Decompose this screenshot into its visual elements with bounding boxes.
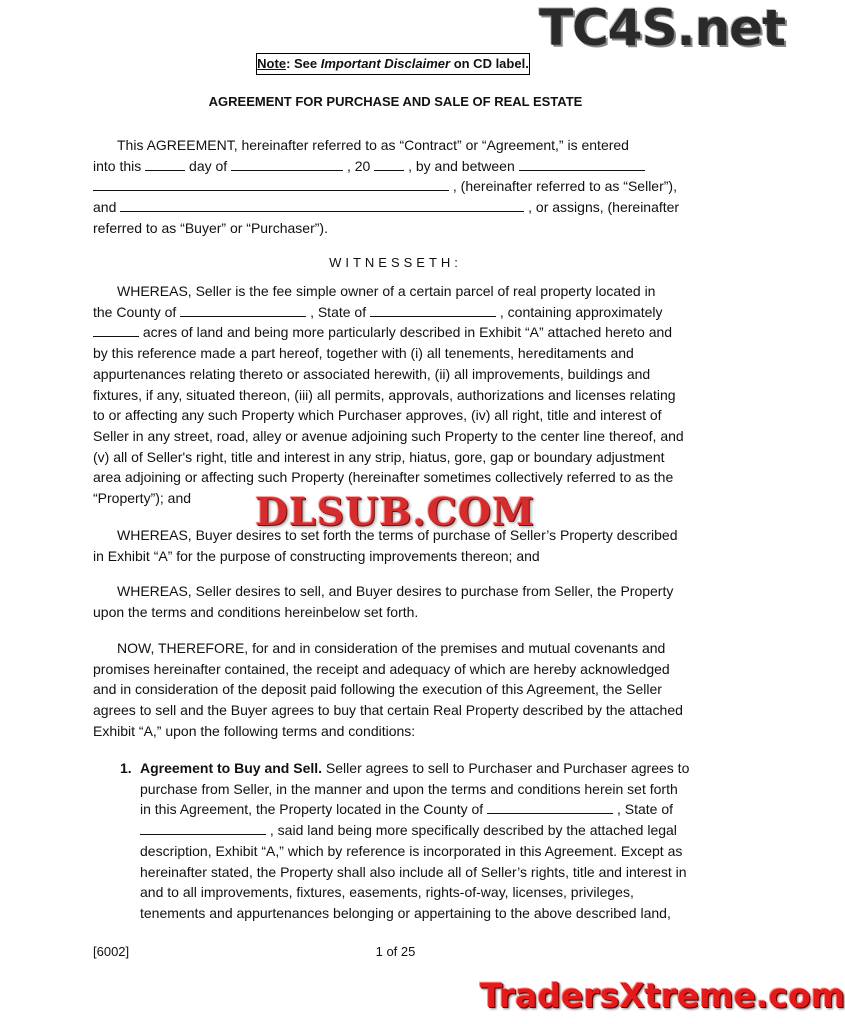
section1-line-7: and to all improvements, fixtures, easements, rights-of-way, licenses, privileges, — [140, 884, 634, 901]
witnesseth-heading: WITNESSETH: — [329, 255, 462, 270]
whereas-paragraph-1 — [93, 281, 705, 509]
section1-line-2: purchase from Seller, in the manner and upon the terms and conditions herein set forth — [140, 780, 678, 797]
whereas2-line-1: WHEREAS, Buyer desires to set forth the terms of purchase of Seller’s Property described — [117, 527, 678, 543]
now-line-5: Exhibit “A,” upon the following terms and conditions: — [93, 722, 416, 739]
page-number: 1 of 25 — [375, 944, 416, 959]
month-blank — [231, 156, 343, 171]
state-blank — [370, 302, 496, 317]
document-title: AGREEMENT FOR PURCHASE AND SALE OF REAL ESTATE — [208, 94, 583, 109]
note-text-2: on CD label. — [450, 56, 529, 71]
section1-line-4: , said land being more specifically described by the attached legal — [140, 820, 689, 841]
intro-line-2: into this day of , 20 , by and between — [93, 156, 705, 177]
whereas3-line-2: upon the terms and conditions hereinbelow set forth. — [93, 603, 419, 620]
acres-blank — [93, 322, 139, 337]
section1-line-3: in this Agreement, the Property located in the County of , State of — [140, 801, 674, 818]
whereas1-line-1: WHEREAS, Seller is the fee simple owner of a certain parcel of real property located in — [117, 283, 656, 299]
now-line-3: and in consideration of the deposit paid following the execution of this Agreement, the Seller — [93, 681, 662, 698]
buyer-blank — [120, 197, 524, 212]
party-blank-1 — [519, 156, 645, 171]
whereas1-line-5: appurtenances relating thereto or associated herewith, (ii) all improvements, buildings and — [93, 365, 651, 382]
intro-line-3: , (hereinafter referred to as “Seller”), — [93, 176, 705, 197]
now-line-2: promises hereinafter contained, the receipt and adequacy of which are hereby acknowledged — [93, 660, 670, 677]
note-text-1: : See — [286, 56, 321, 71]
section1-line-5: description, Exhibit “A,” which by reference is incorporated in this Agreement. Except as — [140, 842, 683, 859]
whereas-paragraph-3 — [93, 581, 705, 622]
now-line-1: NOW, THEREFORE, for and in consideration of the premises and mutual covenants and — [117, 640, 666, 656]
whereas1-line-7: to or affecting any such Property which Purchaser approves, (iv) all right, title and interest of — [93, 407, 662, 424]
document-code: [6002] — [93, 944, 130, 959]
section1-line-8: tenements and appurtenances belonging or appertaining to the above described land, — [140, 904, 671, 921]
watermark-bottom: TradersXtreme.com — [480, 976, 845, 1015]
watermark-top: TC4S.net — [538, 0, 785, 57]
whereas2-line-2: in Exhibit “A” for the purpose of constructing improvements thereon; and — [93, 547, 540, 564]
section-county-blank — [487, 799, 613, 814]
whereas1-line-6: fixtures, if any, situated thereon, (iii) all permits, approvals, authorizations and licenses relating — [93, 386, 676, 403]
intro-line-4: and , or assigns, (hereinafter — [93, 199, 680, 216]
whereas1-line-8: Seller in any street, road, alley or avenue adjoining such Property to the center line thereof, and — [93, 427, 684, 444]
section1-line-6: hereinafter stated, the Property shall also include all of Seller’s rights, title and interest in — [140, 863, 687, 880]
year-blank — [374, 156, 404, 171]
seller-blank — [93, 176, 449, 191]
intro-line-1: This AGREEMENT, hereinafter referred to as “Contract” or “Agreement,” is entered — [117, 137, 629, 153]
disclaimer-note — [256, 53, 530, 75]
now-therefore-paragraph — [93, 638, 705, 742]
section-state-blank — [140, 820, 266, 835]
section1-line-1: Agreement to Buy and Sell. Seller agrees to sell to Purchaser and Purchaser agrees to — [140, 760, 690, 776]
county-blank — [180, 302, 306, 317]
note-label: Note — [257, 56, 287, 71]
whereas1-line-11: “Property”); and — [93, 490, 192, 507]
whereas1-line-10: area adjoining or affecting such Property (hereinafter sometimes collectively referred to as the — [93, 469, 674, 486]
whereas3-line-1: WHEREAS, Seller desires to sell, and Buyer desires to purchase from Seller, the Property — [117, 583, 674, 599]
section-number: 1. — [120, 760, 132, 776]
whereas1-line-9: (v) all of Seller's right, title and interest in any strip, hiatus, gore, gap or boundary adjustment — [93, 448, 665, 465]
note-italic: Important Disclaimer — [320, 56, 451, 71]
section-1-body — [140, 758, 689, 924]
day-blank — [145, 156, 185, 171]
whereas1-line-3: acres of land and being more particularly described in Exhibit “A” attached hereto and — [93, 322, 705, 343]
section-heading: Agreement to Buy and Sell. — [140, 760, 323, 776]
watermark-middle: DLSUB.COM — [255, 489, 536, 534]
whereas1-line-2: the County of , State of , containing approximately — [93, 303, 663, 320]
intro-paragraph — [93, 135, 705, 239]
section-1 — [120, 758, 700, 928]
now-line-4: agrees to sell and the Buyer agrees to buy that certain Real Property described by the attached — [93, 702, 683, 719]
whereas1-line-4: by this reference made a part hereof, together with (i) all tenements, hereditaments and — [93, 345, 634, 362]
intro-line-5: referred to as “Buyer” or “Purchaser”). — [93, 219, 328, 236]
